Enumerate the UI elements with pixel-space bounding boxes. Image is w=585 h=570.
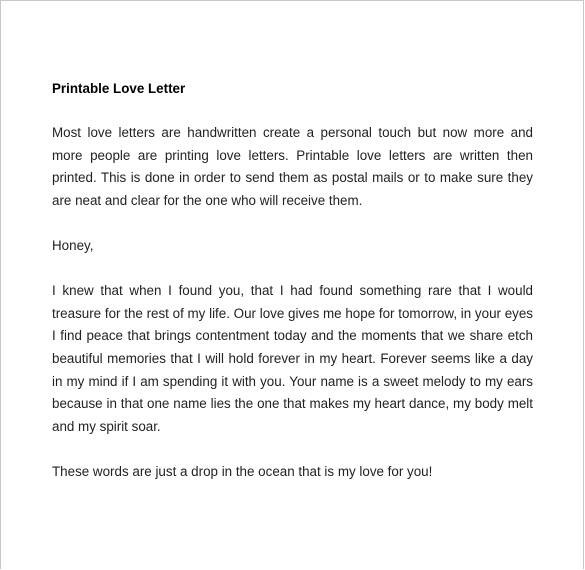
letter-content <box>52 81 533 484</box>
document-title: Printable Love Letter <box>52 81 186 96</box>
salutation: Honey, <box>52 237 94 253</box>
letter-body-paragraph: I knew that when I found you, that I had found something rare that I would treasure for the rest of my life. Our love gives me hope for tomorrow, in your eyes I find peace that brings contentment today and the moments that we share etch beautiful memories that I will hold forever in my heart. Forever seems like a day in my mind if I am spending it with you. Your name is a sweet melody to my ears because in that one name lies the one that makes my heart dance, my body melt and my spirit soar. <box>52 283 533 434</box>
intro-paragraph: Most love letters are handwritten create a personal touch but now more and more people are printing love letters. Printable love letters are written then printed. This is done in order to send them as postal mails or to make sure they are neat and clear for the one who will receive them. <box>52 125 533 208</box>
closing-line: These words are just a drop in the ocean that is my love for you! <box>52 463 433 479</box>
